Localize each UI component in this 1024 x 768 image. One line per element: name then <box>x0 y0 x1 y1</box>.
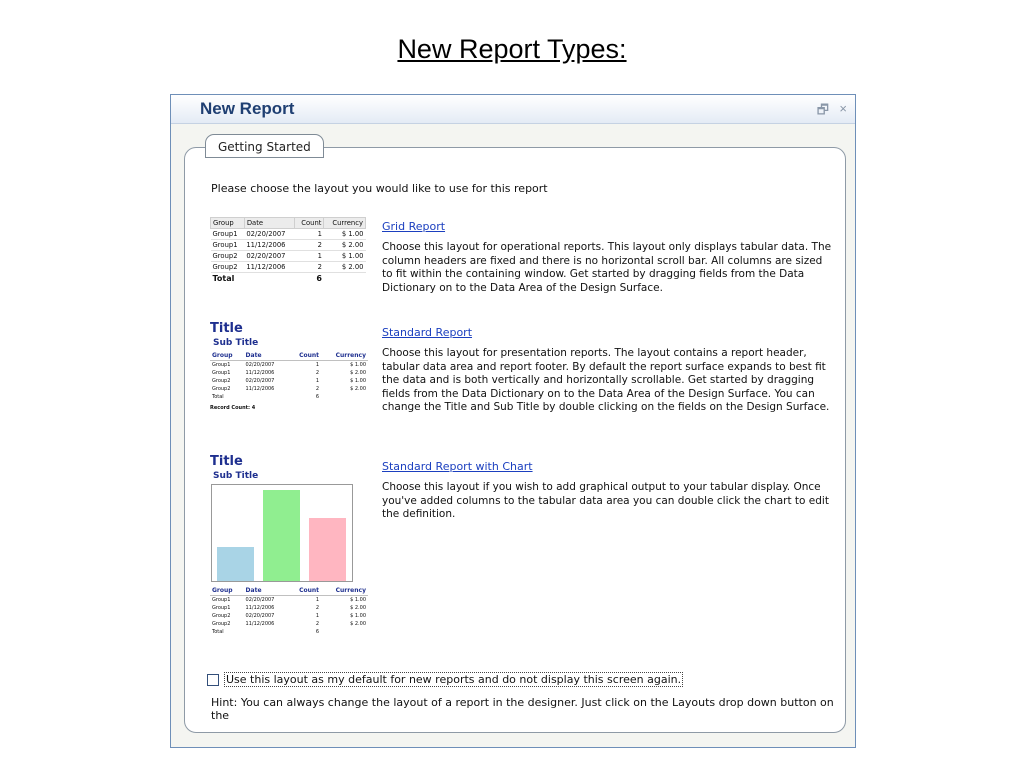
total-value: 6 <box>316 274 322 283</box>
table-cell: Group1 <box>212 362 231 368</box>
chart-bar-3 <box>309 518 346 581</box>
table-cell: $ 1.00 <box>324 251 366 262</box>
table-cell: Group1 <box>212 597 231 603</box>
table-header-row <box>210 351 368 361</box>
grid-report-description: Choose this layout for operational reports. This layout only displays tabular data. The column headers are fixed and there is no horizontal scroll bar. All columns are sized to fit within the containing window. Get started by dragging fields from the Data Dictionary on to the Data Area of the Design Surface. <box>382 241 832 294</box>
table-cell: 1 <box>315 597 320 603</box>
preview-subtitle: Sub Title <box>213 471 259 481</box>
table-cell: Group1 <box>211 240 245 251</box>
close-icon[interactable]: × <box>839 101 847 116</box>
standard-report-option <box>382 321 832 415</box>
table-cell: 02/20/2007 <box>245 362 275 368</box>
table-cell: $ 2.00 <box>350 386 366 392</box>
table-cell: Group2 <box>211 251 245 262</box>
table-cell: 2 <box>315 621 320 627</box>
table-cell: $ 1.00 <box>350 597 366 603</box>
mini-bar-chart <box>211 484 353 582</box>
column-header: Group <box>211 218 245 229</box>
table-cell: 2 <box>315 605 320 611</box>
table-header-row <box>211 218 366 229</box>
table-cell: 2 <box>315 386 320 392</box>
window-titlebar <box>171 95 855 124</box>
table-cell: 1 <box>295 229 324 240</box>
table-cell: 11/12/2006 <box>245 621 275 627</box>
grid-preview-table <box>210 217 366 284</box>
record-count: Record Count: 4 <box>210 405 256 411</box>
column-header: Date <box>244 351 289 361</box>
table-cell: 2 <box>295 240 324 251</box>
table-cell: Group1 <box>212 370 231 376</box>
total-label: Total <box>212 274 235 283</box>
chart-report-description: Choose this layout if you wish to add graphical output to your tabular display. Once you've added columns to the tabular data area you can double click the chart to edit the definition. <box>382 481 829 520</box>
column-header: Date <box>244 218 294 229</box>
grid-report-option <box>382 215 832 295</box>
table-cell: Group2 <box>212 621 231 627</box>
table-row <box>210 369 368 377</box>
total-label: Total <box>212 629 224 635</box>
total-value: 6 <box>315 394 320 400</box>
chart-bar-2 <box>263 490 300 581</box>
table-cell: Group1 <box>211 229 245 240</box>
total-row <box>211 273 366 285</box>
total-value: 6 <box>315 629 320 635</box>
standard-report-link[interactable]: Standard Report <box>382 326 473 339</box>
table-row <box>210 361 368 370</box>
column-header: Currency <box>321 586 368 596</box>
table-cell: 11/12/2006 <box>244 262 294 273</box>
grid-report-thumbnail[interactable] <box>210 217 366 297</box>
table-cell: $ 2.00 <box>324 262 366 273</box>
table-cell: 1 <box>295 251 324 262</box>
default-layout-label[interactable]: Use this layout as my default for new reports and do not display this screen again. <box>226 673 682 686</box>
table-cell: 1 <box>315 613 320 619</box>
table-row <box>210 620 368 628</box>
table-cell: 11/12/2006 <box>245 370 275 376</box>
slide-title: New Report Types: <box>397 34 627 64</box>
table-cell: Group2 <box>212 386 231 392</box>
hint-text: Hint: You can always change the layout of a report in the designer. Just click on the Layouts drop down button on the <box>211 696 834 722</box>
table-cell: Group1 <box>212 605 231 611</box>
intro-text: Please choose the layout you would like to use for this report <box>211 182 548 195</box>
table-row <box>210 385 368 393</box>
table-cell: 11/12/2006 <box>245 605 275 611</box>
table-cell: 1 <box>315 378 320 384</box>
preview-title: Title <box>210 454 243 469</box>
column-header: Count <box>288 351 321 361</box>
default-layout-option <box>207 672 683 687</box>
column-header: Currency <box>324 218 366 229</box>
table-cell: 02/20/2007 <box>244 251 294 262</box>
column-header: Count <box>288 586 321 596</box>
total-label: Total <box>212 394 224 400</box>
chart-report-link[interactable]: Standard Report with Chart <box>382 460 533 473</box>
table-cell: 02/20/2007 <box>245 613 275 619</box>
preview-subtitle: Sub Title <box>213 338 259 348</box>
default-layout-checkbox[interactable] <box>207 674 219 686</box>
column-header: Currency <box>321 351 368 361</box>
table-cell: 11/12/2006 <box>244 240 294 251</box>
table-row <box>211 262 366 273</box>
table-cell: 02/20/2007 <box>245 378 275 384</box>
table-row <box>210 604 368 612</box>
table-row <box>210 377 368 385</box>
table-cell: $ 1.00 <box>350 378 366 384</box>
preview-title: Title <box>210 321 243 336</box>
table-cell: Group2 <box>212 378 231 384</box>
window-title: New Report <box>200 99 295 118</box>
table-cell: Group2 <box>211 262 245 273</box>
column-header: Count <box>295 218 324 229</box>
new-report-window <box>170 94 856 748</box>
table-row <box>211 229 366 240</box>
table-cell: 02/20/2007 <box>245 597 275 603</box>
chart-report-option <box>382 455 832 522</box>
chart-bar-1 <box>217 547 254 581</box>
table-cell: 1 <box>315 362 320 368</box>
table-cell: 2 <box>315 370 320 376</box>
table-cell: $ 2.00 <box>350 605 366 611</box>
table-cell: $ 2.00 <box>350 370 366 376</box>
standard-report-thumbnail[interactable] <box>210 321 368 436</box>
table-cell: 02/20/2007 <box>244 229 294 240</box>
standard-preview-table <box>210 351 368 401</box>
table-cell: $ 1.00 <box>350 362 366 368</box>
restore-icon[interactable]: 🗗 <box>816 102 829 117</box>
column-header: Group <box>210 351 244 361</box>
table-row <box>210 596 368 605</box>
table-cell: $ 2.00 <box>324 240 366 251</box>
table-cell: $ 1.00 <box>350 613 366 619</box>
column-header: Date <box>244 586 289 596</box>
table-row <box>211 251 366 262</box>
table-row <box>210 612 368 620</box>
table-row <box>211 240 366 251</box>
table-cell: 11/12/2006 <box>245 386 275 392</box>
table-header-row <box>210 586 368 596</box>
chart-preview-table <box>210 586 368 636</box>
total-row <box>210 393 368 401</box>
total-row <box>210 628 368 636</box>
chart-report-thumbnail[interactable] <box>210 454 368 650</box>
tab-getting-started[interactable]: Getting Started <box>205 134 324 158</box>
grid-report-link[interactable]: Grid Report <box>382 220 446 233</box>
column-header: Group <box>210 586 244 596</box>
table-cell: 2 <box>295 262 324 273</box>
table-cell: $ 1.00 <box>324 229 366 240</box>
standard-report-description: Choose this layout for presentation reports. The layout contains a report header, tabular data area and report footer. By default the report surface expands to best fit the data and is both vertically and horizontally scrollable. Get started by dragging fields from the Data Dictionary on to the Data Area of the Design Surface. You can change the Title and Sub Title by double clicking on the fields on the Design Surface. <box>382 347 830 413</box>
table-cell: Group2 <box>212 613 231 619</box>
table-cell: $ 2.00 <box>350 621 366 627</box>
